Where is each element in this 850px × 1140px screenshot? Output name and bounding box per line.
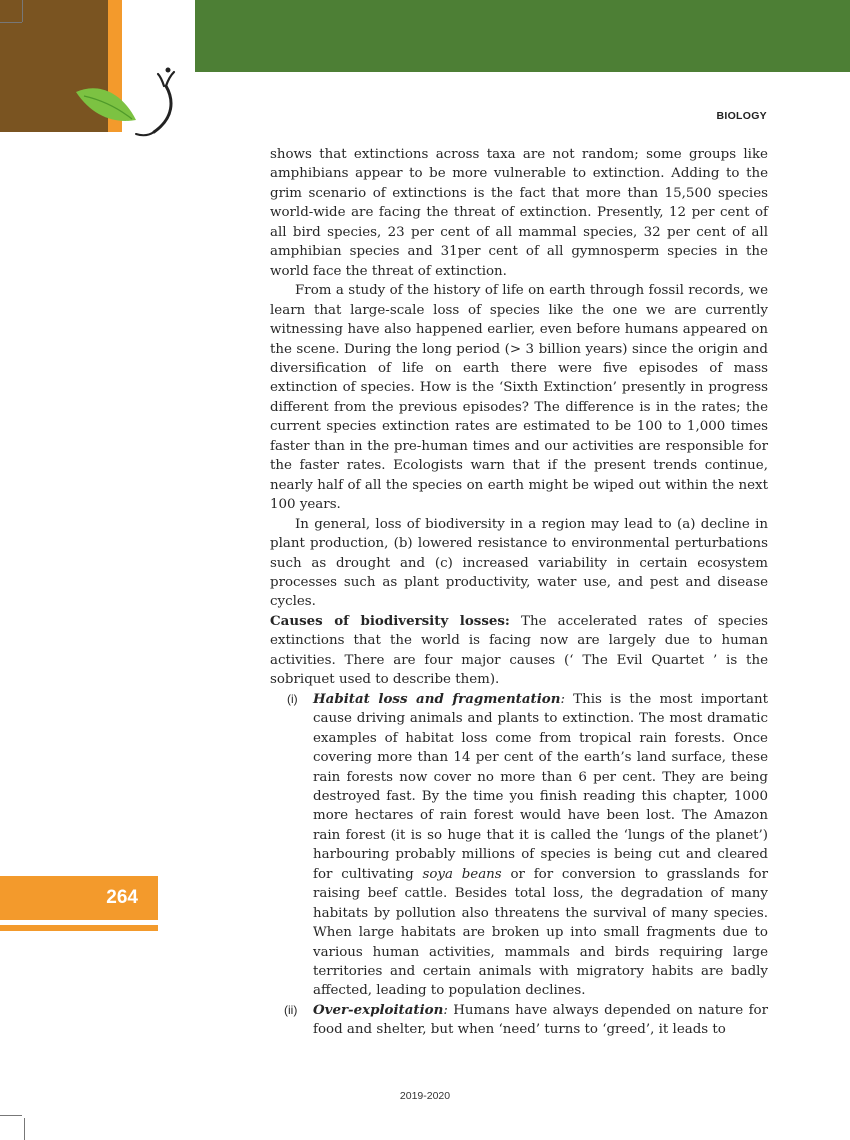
crop-mark [22, 0, 23, 22]
header-gap [122, 0, 195, 72]
page-number-tab [0, 876, 158, 920]
list-term: Over-exploitation [313, 1001, 444, 1018]
crop-mark [0, 22, 22, 23]
paragraph-text: The accelerated rates of species extinctions that the world is facing now are largely due to human activities. There are four major causes (‘ The Evil Quartet ’ is the sobriquet used to describe them). [270, 613, 768, 688]
paragraph: From a study of the history of life on earth through fossil records, we learn that large-scale loss of species like the one we are currently witnessing have also happened earlier, even before humans appeared on the scene. During the long period (> 3 billion years) since the origin and diversification of life on earth there were five episodes of mass extinction of species. How is the ‘Sixth Extinction’ presently in progress different from the previous episodes? The difference is in the rates; the current species extinction rates are estimated to be 100 to 1,000 times faster than in the pre-human times and our activities are responsible for the faster rates. Ecologists warn that if the present trends continue, nearly half of all the species on earth might be wiped out within the next 100 years. [270, 283, 768, 513]
list-term-colon: : [560, 691, 565, 707]
paragraph: shows that extinctions across taxa are not random; some groups like amphibians appear to be more vulnerable to extinction. Adding to the grim scenario of extinctions is the fact that more than 15,500 species world-wide are facing the threat of extinction. Presently, 12 per cent of all bird species, 23 per cent of all mammal species, 32 per cent of all amphibian species and 31per cent of all gymnosperm species in the world face the threat of extinction. [270, 147, 768, 279]
leaf-figure-logo-icon [70, 64, 190, 142]
list-text: This is the most important cause driving animals and plants to extinction. The most dramatic examples of habitat loss come from tropical rain forests. Once covering more than 14 per cent of the earth’s land surface, these rain forests now cover no more than 6 per cent. They are being destroyed fast. By the time you finish reading this chapter, 1000 more hectares of rain forest would have been lost. The Amazon rain forest (it is so huge that it is called the ‘lungs of the planet’) harbouring probably millions of species is being cut and cleared for cultivating [313, 691, 768, 882]
list-text: or for conversion to grasslands for raising beef cattle. Besides total loss, the degradation of many habitats by pollution also threatens the survival of many species. When large habitats are broken up into small fragments due to various human activities, mammals and birds requiring large territories and certain animals with migratory habits are badly affected, leading to population declines. [313, 866, 769, 999]
paragraph: In general, loss of biodiversity in a region may lead to (a) decline in plant production, (b) lowered resistance to environmental perturbations such as drought and (c) increased variability in certain ecosystem processes such as plant productivity, water use, and pest and disease cycles. [270, 516, 768, 610]
crop-mark [24, 1118, 25, 1140]
footer-year: 2019-2020 [399, 1090, 451, 1102]
page-tab-underline [0, 925, 158, 931]
section-heading: Causes of biodiversity losses: [270, 612, 510, 629]
italic-text: soya beans [422, 866, 502, 882]
list-term-colon: : [443, 1002, 448, 1018]
header-green-band [195, 0, 850, 72]
crop-mark [0, 1115, 22, 1116]
list-term: Habitat loss and fragmentation [313, 690, 561, 707]
list-item [270, 1001, 768, 1040]
list-item [270, 690, 768, 1001]
list-text: Humans have always depended on nature for food and shelter, but when ‘need’ turns to ‘greed’, it leads to [313, 1002, 768, 1038]
paragraph [270, 612, 768, 690]
page-number: 264 [106, 887, 138, 908]
running-head: BIOLOGY [716, 110, 767, 122]
list-marker: (ii) [284, 1002, 298, 1017]
main-text [270, 145, 768, 1040]
list-marker: (i) [287, 691, 298, 706]
